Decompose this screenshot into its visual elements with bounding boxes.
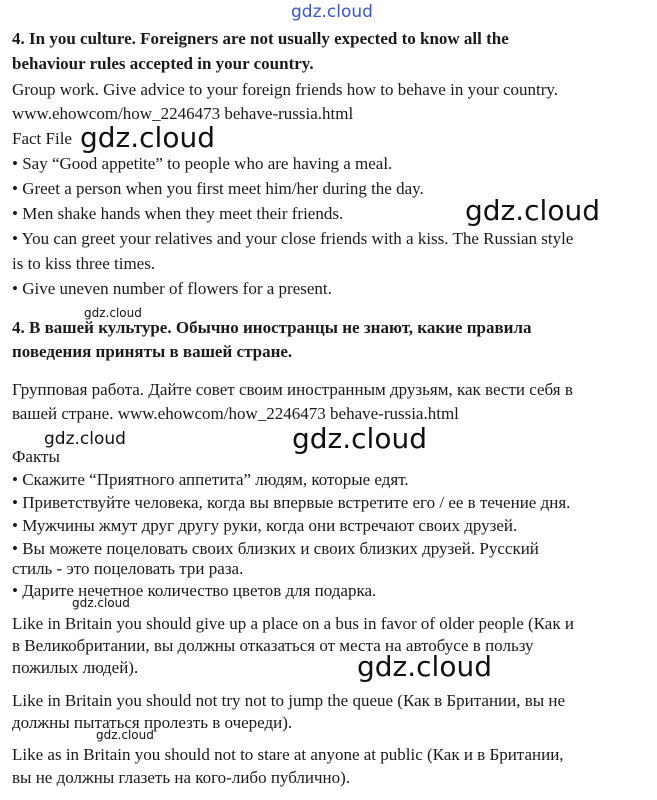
watermark-top: gdz.cloud bbox=[291, 2, 373, 22]
fact-item-ru: • Скажите “Приятного аппетита” людям, которые едят. bbox=[12, 470, 409, 489]
watermark: gdz.cloud bbox=[44, 429, 126, 449]
fact-item: • Give uneven number of flowers for a present. bbox=[12, 279, 332, 298]
watermark: gdz.cloud bbox=[72, 596, 130, 610]
task-text-ru: Групповая работа. Дайте совет своим иностранным друзьям, как вести себя в bbox=[12, 380, 573, 399]
fact-item-ru: • Приветствуйте человека, когда вы впервые встретите его / ее в течение дня. bbox=[12, 493, 571, 512]
task-text-ru-cont: вашей стране. www.ehowcom/how_2246473 behave-russia.html bbox=[12, 404, 459, 423]
answer-line: Like as in Britain you should not to stare at anyone at public (Как и в Британии, bbox=[12, 745, 564, 764]
fact-item: • Greet a person when you first meet him/her during the day. bbox=[12, 179, 424, 198]
watermark: gdz.cloud bbox=[357, 650, 492, 683]
fact-item-ru: • Дарите нечетное количество цветов для подарка. bbox=[12, 581, 377, 600]
answer-line: Like in Britain you should not try not to jump the queue (Как в Британии, вы не bbox=[12, 691, 566, 710]
fact-item-ru: • Вы можете поцеловать своих близких и своих близких друзей. Русский bbox=[12, 539, 539, 558]
watermark: gdz.cloud bbox=[84, 306, 142, 320]
watermark: gdz.cloud bbox=[80, 121, 215, 154]
exercise-title-en: 4. In you culture. Foreigners are not usually expected to know all the bbox=[12, 29, 509, 48]
answer-line: в Великобритании, вы должны отказаться от места на автобусе в пользу bbox=[12, 636, 534, 655]
fact-item-ru: • Мужчины жмут друг другу руки, когда они встречают своих друзей. bbox=[12, 516, 518, 535]
watermark: gdz.cloud bbox=[292, 422, 427, 455]
fact-item: • You can greet your relatives and your close friends with a kiss. The Russian style bbox=[12, 229, 574, 248]
exercise-title-ru-cont: поведения приняты в вашей стране. bbox=[12, 342, 293, 361]
answer-line: должны пытаться пролезть в очереди). bbox=[12, 713, 293, 732]
watermark: gdz.cloud bbox=[465, 194, 600, 227]
answer-line: Like in Britain you should give up a place on a bus in favor of older people (Как и bbox=[12, 614, 574, 633]
answer-line: пожилых людей). bbox=[12, 658, 139, 677]
task-text-en: Group work. Give advice to your foreign friends how to behave in your country. bbox=[12, 80, 559, 99]
exercise-title-ru: 4. В вашей культуре. Обычно иностранцы не знают, какие правила bbox=[12, 318, 532, 337]
facts-heading-ru: Факты bbox=[12, 447, 60, 466]
watermark: gdz.cloud bbox=[96, 728, 154, 742]
fact-item: • Men shake hands when they meet their friends. bbox=[12, 204, 344, 223]
task-link-en: www.ehowcom/how_2246473 behave-russia.html bbox=[12, 104, 354, 123]
fact-file-heading: Fact File bbox=[12, 129, 72, 148]
exercise-title-en-cont: behaviour rules accepted in your country. bbox=[12, 54, 314, 73]
answer-line: вы не должны глазеть на кого-либо публично). bbox=[12, 768, 351, 787]
fact-item: • Say “Good appetite” to people who are having a meal. bbox=[12, 154, 393, 173]
fact-item-ru-cont: стиль - это поцеловать три раза. bbox=[12, 559, 244, 578]
fact-item-cont: is to kiss three times. bbox=[12, 254, 156, 273]
